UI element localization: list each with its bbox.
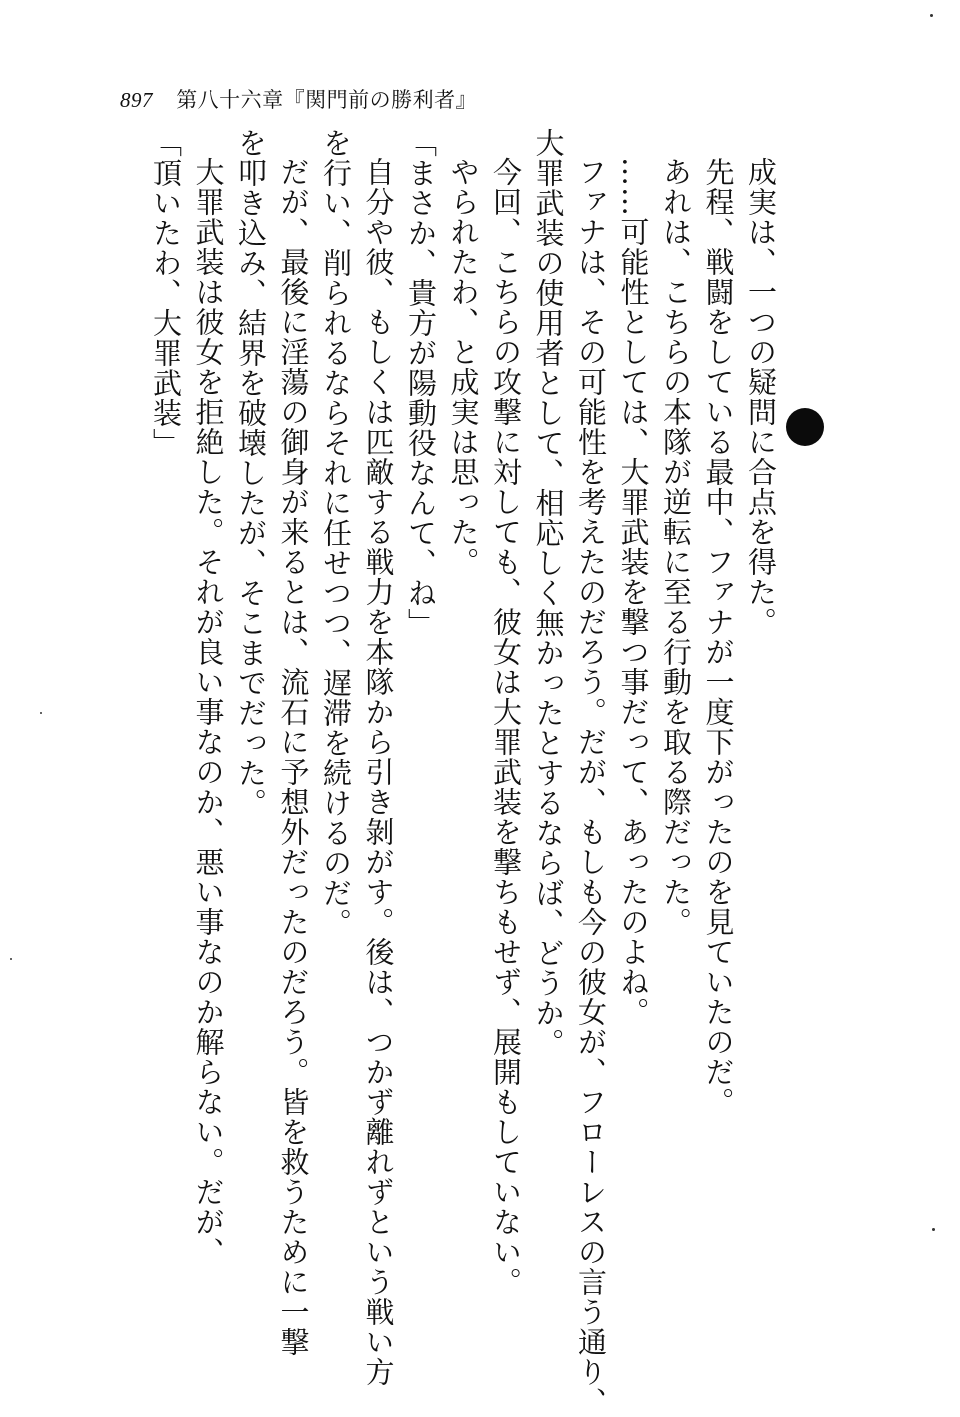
text-column: 今回、こちらの攻撃に対しても、彼女は大罪武装を撃ちもせず、展開もしていない。 (489, 157, 523, 1297)
text-column: やられたわ、と成実は思った。 (446, 157, 481, 577)
text-column: 先程、戦闘をしている最中、ファナが一度下がったのを見ていたのだ。 (701, 157, 736, 1117)
page-number: 897 (120, 88, 153, 112)
text-column: だが、最後に淫蕩の御身が来るとは、流石に予想外だったのだろう。皆を救うために一撃 (276, 157, 311, 1357)
section-break-dot-icon (786, 408, 824, 446)
scan-speck (10, 958, 12, 960)
text-column: を叩き込み、結界を破壊したが、そこまでだった。 (234, 128, 268, 818)
text-column: 大罪武装は彼女を拒絶した。それが良い事なのか、悪い事なのか解らない。だが、 (191, 157, 226, 1267)
text-column: 大罪武装の使用者として、相応しく無かったとするならば、どうか。 (531, 128, 566, 1058)
text-column: ……可能性としては、大罪武装を撃つ事だって、あったのよね。 (616, 157, 651, 1027)
text-column: あれは、こちらの本隊が逆転に至る行動を取る際だった。 (659, 157, 693, 937)
text-column: 自分や彼、もしくは匹敵する戦力を本隊から引き剝がす。後は、つかず離れずという戦い方 (361, 157, 396, 1387)
text-column: ファナは、その可能性を考えたのだろう。だが、もしも今の彼女が、フローレスの言う通り、 (574, 157, 608, 1417)
scan-speck (40, 712, 42, 714)
scan-speck (932, 1228, 935, 1231)
scan-speck (930, 14, 933, 17)
text-column: 「頂いたわ、大罪武装」 (149, 128, 183, 458)
running-header (120, 84, 477, 114)
text-column: 「まさか、貴方が陽動役なんて、ね」 (404, 128, 438, 638)
vertical-body-text (145, 128, 783, 1417)
chapter-title: 第八十六章『関門前の勝利者』 (176, 88, 478, 112)
text-column: 成実は、一つの疑問に合点を得た。 (744, 157, 778, 637)
text-column: を行い、削られるならそれに任せつつ、遅滞を続けるのだ。 (319, 128, 353, 938)
